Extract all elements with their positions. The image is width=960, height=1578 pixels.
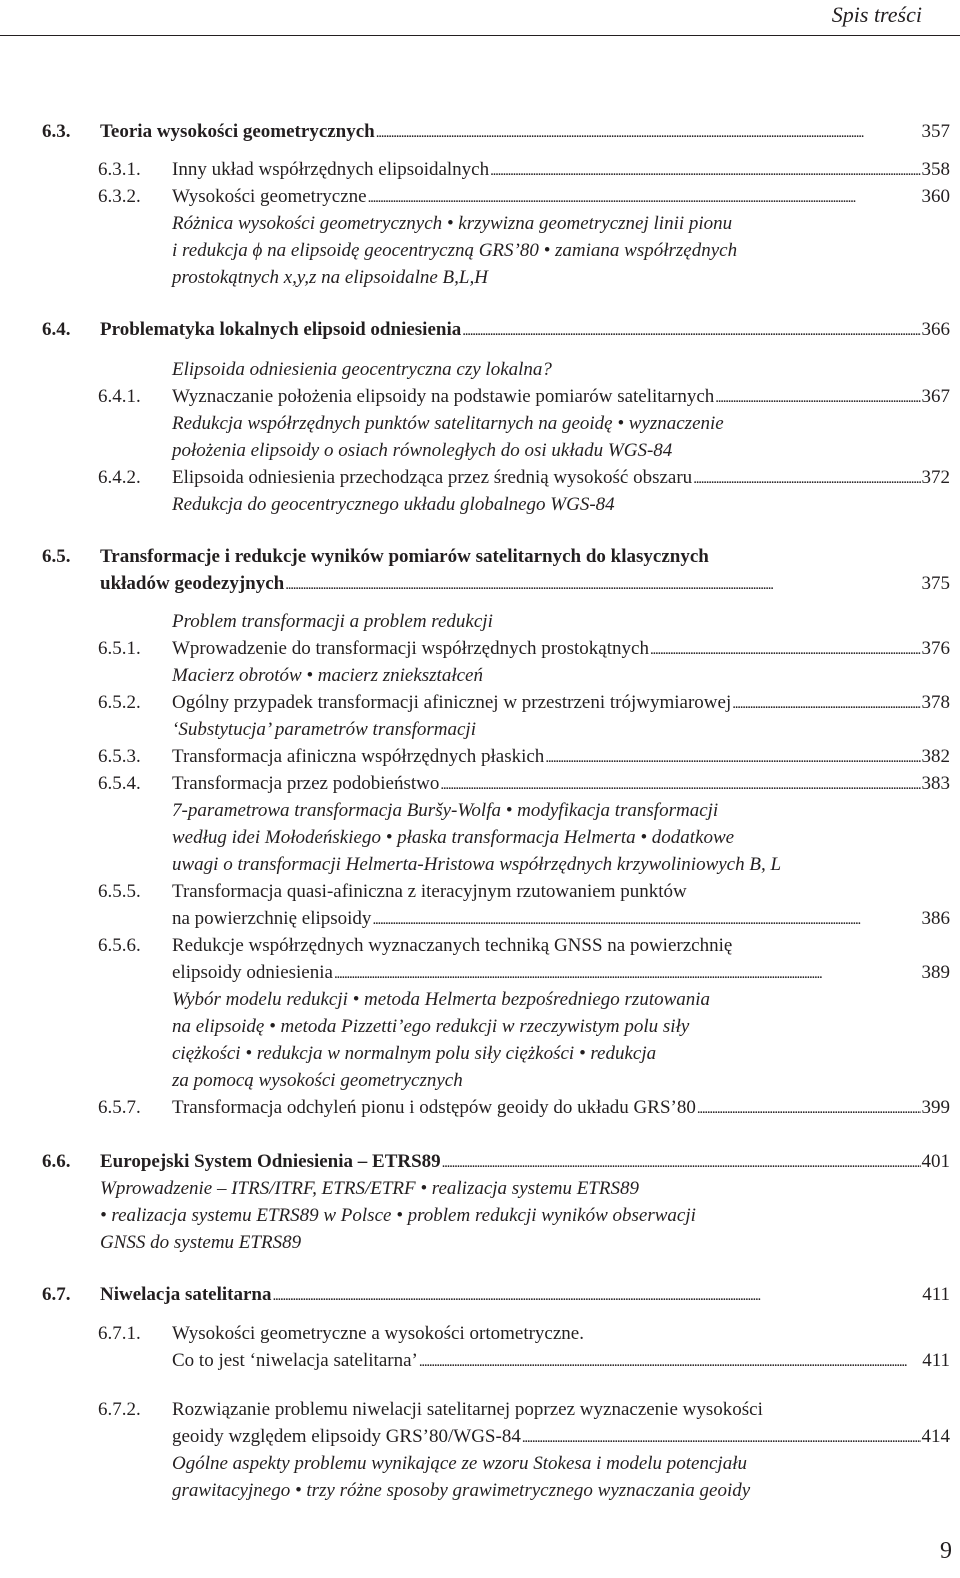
toc-description-line: [0, 1175, 960, 1202]
toc-description-text: Redukcja do geocentrycznego układu globalnego WGS-84: [172, 494, 615, 515]
toc-entry-title: Problematyka lokalnych elipsoid odniesienia: [100, 319, 462, 340]
toc-description-text: na elipsoidę • metoda Pizzetti’ego redukcji w rzeczywistym polu siły: [172, 1016, 690, 1037]
toc-description-text: 7-parametrowa transformacja Buršy-Wolfa • modyfikacja transformacji: [172, 800, 719, 821]
toc-entry-line[interactable]: [0, 1396, 960, 1423]
toc-entry-leader-row: [172, 743, 950, 772]
header-rule: [0, 35, 960, 36]
toc-description-text: Wybór modelu redukcji • metoda Helmerta bezpośredniego rzutowania: [172, 989, 711, 1010]
toc-entry-title: Wysokości geometryczne: [172, 186, 367, 207]
toc-entry-number: 6.3.: [42, 121, 71, 142]
toc-description-line: [0, 1229, 960, 1256]
toc-entry-title: Elipsoida odniesienia przechodząca przez średnią wysokość obszaru: [172, 467, 693, 488]
toc-entry-title: Rozwiązanie problemu niwelacji satelitarnej poprzez wyznaczenie wysokości: [172, 1399, 763, 1420]
toc-description-text: Problem transformacji a problem redukcji: [172, 611, 493, 632]
toc-page-number: 386: [921, 908, 950, 929]
toc-entry-leader-row: [100, 1281, 950, 1310]
dot-leader: [697, 1094, 921, 1123]
toc-entry-number: 6.7.2.: [98, 1399, 141, 1420]
dot-leader: [376, 118, 921, 147]
dot-leader: [715, 383, 920, 412]
dot-leader: [490, 156, 920, 185]
toc-entry[interactable]: [0, 183, 960, 210]
toc-entry-number: 6.7.1.: [98, 1323, 141, 1344]
toc-entry-line[interactable]: [0, 1320, 960, 1347]
toc-page-number: 411: [922, 1350, 950, 1371]
toc-entry[interactable]: [0, 635, 960, 662]
toc-entry-leader-row: [172, 959, 950, 988]
toc-entry-number: 6.3.1.: [98, 159, 141, 180]
toc-description-text: za pomocą wysokości geometrycznych: [172, 1070, 463, 1091]
toc-entry[interactable]: [0, 464, 960, 491]
toc-entry-number: 6.5.7.: [98, 1097, 141, 1118]
toc-page-number: 367: [921, 386, 950, 407]
toc-entry-line[interactable]: [0, 932, 960, 959]
toc-description-text: • realizacja systemu ETRS89 w Polsce • problem redukcji wyników obserwacji: [100, 1205, 696, 1226]
dot-leader: [368, 183, 921, 212]
toc-page-number: 376: [921, 638, 950, 659]
toc-entry-title: na powierzchnię elipsoidy: [172, 908, 372, 929]
toc-description-text: Elipsoida odniesienia geocentryczna czy lokalna?: [172, 359, 552, 380]
toc-page-number: 389: [921, 962, 950, 983]
toc-entry[interactable]: [0, 118, 960, 145]
toc-entry-leader-row: [100, 570, 950, 599]
toc-entry-leader-row: [172, 770, 950, 799]
toc-description-line: [0, 237, 960, 264]
toc-entry-leader-row: [172, 383, 950, 412]
dot-leader: [462, 316, 920, 345]
toc-entry[interactable]: [0, 743, 960, 770]
toc-entry-line[interactable]: [0, 878, 960, 905]
toc-description-line: [0, 824, 960, 851]
toc-entry-title: Redukcje współrzędnych wyznaczanych techniką GNSS na powierzchnię: [172, 935, 733, 956]
toc-description-text: i redukcja ϕ na elipsoidę geocentryczną GRS’80 • zamiana współrzędnych: [172, 240, 738, 261]
toc-entry[interactable]: [0, 905, 960, 932]
toc-description-line: [0, 986, 960, 1013]
toc-entry[interactable]: [0, 959, 960, 986]
toc-entry-number: 6.4.: [42, 319, 71, 340]
toc-description-text: Ogólne aspekty problemu wynikające ze wzoru Stokesa i modelu potencjału: [172, 1453, 747, 1474]
toc-page-number: 383: [921, 773, 950, 794]
toc-description-line: [0, 491, 960, 518]
dot-leader: [419, 1347, 921, 1376]
toc-description-text: uwagi o transformacji Helmerta-Hristowa współrzędnych krzywoliniowych B, L: [172, 854, 782, 875]
toc-page-number: 360: [921, 186, 950, 207]
toc-description-text: ‘Substytucja’ parametrów transformacji: [172, 719, 476, 740]
toc-page-number: 358: [921, 159, 950, 180]
toc-entry-leader-row: [172, 1423, 950, 1452]
toc-description-text: według idei Mołodeńskiego • płaska transformacja Helmerta • dodatkowe: [172, 827, 735, 848]
toc-description-text: Różnica wysokości geometrycznych • krzywizna geometrycznej linii pionu: [172, 213, 733, 234]
toc-entry-title: geoidy względem elipsoidy GRS’80/WGS-84: [172, 1426, 521, 1447]
toc-page-number: 375: [921, 573, 950, 594]
toc-description-text: Wprowadzenie – ITRS/ITRF, ETRS/ETRF • realizacja systemu ETRS89: [100, 1178, 639, 1199]
toc-entry-line[interactable]: [0, 543, 960, 570]
toc-entry[interactable]: [0, 316, 960, 343]
toc-description-text: ciężkości • redukcja w normalnym polu siły ciężkości • redukcja: [172, 1043, 657, 1064]
toc-description-line: [0, 1040, 960, 1067]
dot-leader: [272, 1281, 921, 1310]
toc-entry-number: 6.6.: [42, 1151, 71, 1172]
toc-entry[interactable]: [0, 1094, 960, 1121]
toc-entry[interactable]: [0, 570, 960, 597]
dot-leader: [545, 743, 920, 772]
toc-entry-number: 6.5.4.: [98, 773, 141, 794]
toc-entry-title: Niwelacja satelitarna: [100, 1284, 272, 1305]
toc-entry-title: Transformacja przez podobieństwo: [172, 773, 440, 794]
toc-entry-title: Teoria wysokości geometrycznych: [100, 121, 375, 142]
dot-leader: [372, 905, 920, 934]
dot-leader: [334, 959, 921, 988]
toc-entry-title: Transformacje i redukcje wyników pomiarów satelitarnych do klasycznych: [100, 546, 709, 567]
toc-entry[interactable]: [0, 383, 960, 410]
toc-description-line: [0, 797, 960, 824]
toc-description-text: położenia elipsoidy o osiach równoległych do osi układu WGS-84: [172, 440, 673, 461]
dot-leader: [442, 1148, 921, 1177]
toc-entry-title: układów geodezyjnych: [100, 573, 285, 594]
running-header-title: Spis treści: [831, 2, 922, 27]
toc-description-text: prostokątnych x,y,z na elipsoidalne B,L,H: [172, 267, 488, 288]
toc-description-line: [0, 1202, 960, 1229]
dot-leader: [285, 570, 920, 599]
toc-page-number: 357: [921, 121, 950, 142]
toc-entry[interactable]: [0, 1423, 960, 1450]
toc-description-line: [0, 1067, 960, 1094]
toc-entry-title: Wysokości geometryczne a wysokości ortometryczne.: [172, 1323, 584, 1344]
toc-description-text: Redukcja współrzędnych punktów satelitarnych na geoidę • wyznaczenie: [172, 413, 724, 434]
toc-description-line: [0, 1013, 960, 1040]
toc-entry-title: Co to jest ‘niwelacja satelitarna’: [172, 1350, 418, 1371]
toc-page-number: 378: [921, 692, 950, 713]
toc-description-line: [0, 410, 960, 437]
toc-entry-leader-row: [172, 635, 950, 664]
toc-entry-leader-row: [172, 905, 950, 934]
toc-entry-leader-row: [100, 118, 950, 147]
toc-entry-leader-row: [172, 689, 950, 718]
toc-description-line: [0, 356, 960, 383]
toc-entry-leader-row: [100, 316, 950, 345]
toc-entry-leader-row: [172, 464, 950, 493]
toc-entry-number: 6.3.2.: [98, 186, 141, 207]
toc-entry-number: 6.5.1.: [98, 638, 141, 659]
toc-description-line: [0, 662, 960, 689]
toc-entry[interactable]: [0, 770, 960, 797]
toc-entry-number: 6.5.6.: [98, 935, 141, 956]
toc-entry-title: Wprowadzenie do transformacji współrzędnych prostokątnych: [172, 638, 649, 659]
toc-entry-leader-row: [100, 1148, 950, 1177]
toc-entry-title: Wyznaczanie położenia elipsoidy na podstawie pomiarów satelitarnych: [172, 386, 715, 407]
dot-leader: [693, 464, 920, 493]
toc-description-text: Macierz obrotów • macierz zniekształceń: [172, 665, 483, 686]
toc-entry[interactable]: [0, 156, 960, 183]
toc-description-line: [0, 608, 960, 635]
toc-entry-number: 6.5.2.: [98, 692, 141, 713]
dot-leader: [522, 1423, 921, 1452]
toc-entry-leader-row: [172, 1347, 950, 1376]
toc-page-number: 411: [922, 1284, 950, 1305]
toc-entry[interactable]: [0, 1281, 960, 1308]
toc-description-line: [0, 851, 960, 878]
toc-description-text: GNSS do systemu ETRS89: [100, 1232, 302, 1253]
toc-description-line: [0, 210, 960, 237]
toc-page-number: 382: [921, 746, 950, 767]
toc-entry-title: Europejski System Odniesienia – ETRS89: [100, 1151, 441, 1172]
toc-description-line: [0, 437, 960, 464]
toc-entry-title: elipsoidy odniesienia: [172, 962, 333, 983]
toc-entry-number: 6.5.5.: [98, 881, 141, 902]
dot-leader: [650, 635, 921, 664]
dot-leader: [440, 770, 920, 799]
toc-description-text: grawitacyjnego • trzy różne sposoby grawimetrycznego wyznaczania geoidy: [172, 1480, 751, 1501]
toc-page-number: 401: [921, 1151, 950, 1172]
toc-entry-leader-row: [172, 156, 950, 185]
toc-entry-title: Transformacja quasi-afiniczna z iteracyjnym rzutowaniem punktów: [172, 881, 687, 902]
toc-entry-title: Transformacja odchyleń pionu i odstępów geoidy do układu GRS’80: [172, 1097, 696, 1118]
toc-entry-title: Transformacja afiniczna współrzędnych płaskich: [172, 746, 545, 767]
toc-entry[interactable]: [0, 1148, 960, 1175]
toc-page-number: 414: [921, 1426, 950, 1447]
toc-description-line: [0, 1477, 960, 1504]
toc-description-line: [0, 1450, 960, 1477]
toc-entry-number: 6.4.1.: [98, 386, 141, 407]
toc-entry-title: Ogólny przypadek transformacji afinicznej w przestrzeni trójwymiarowej: [172, 692, 732, 713]
toc-entry-leader-row: [172, 183, 950, 212]
toc-page-number: 366: [921, 319, 950, 340]
toc-entry-title: Inny układ współrzędnych elipsoidalnych: [172, 159, 490, 180]
toc-entry[interactable]: [0, 689, 960, 716]
toc-entry-leader-row: [172, 1094, 950, 1123]
toc-entry-number: 6.7.: [42, 1284, 71, 1305]
dot-leader: [732, 689, 920, 718]
toc-entry-number: 6.5.3.: [98, 746, 141, 767]
page-number: 9: [940, 1538, 952, 1564]
toc-page-number: 399: [921, 1097, 950, 1118]
toc-entry-number: 6.4.2.: [98, 467, 141, 488]
toc-description-line: [0, 716, 960, 743]
toc-entry[interactable]: [0, 1347, 960, 1374]
toc-description-line: [0, 264, 960, 291]
toc-entry-number: 6.5.: [42, 546, 71, 567]
toc-page-number: 372: [921, 467, 950, 488]
